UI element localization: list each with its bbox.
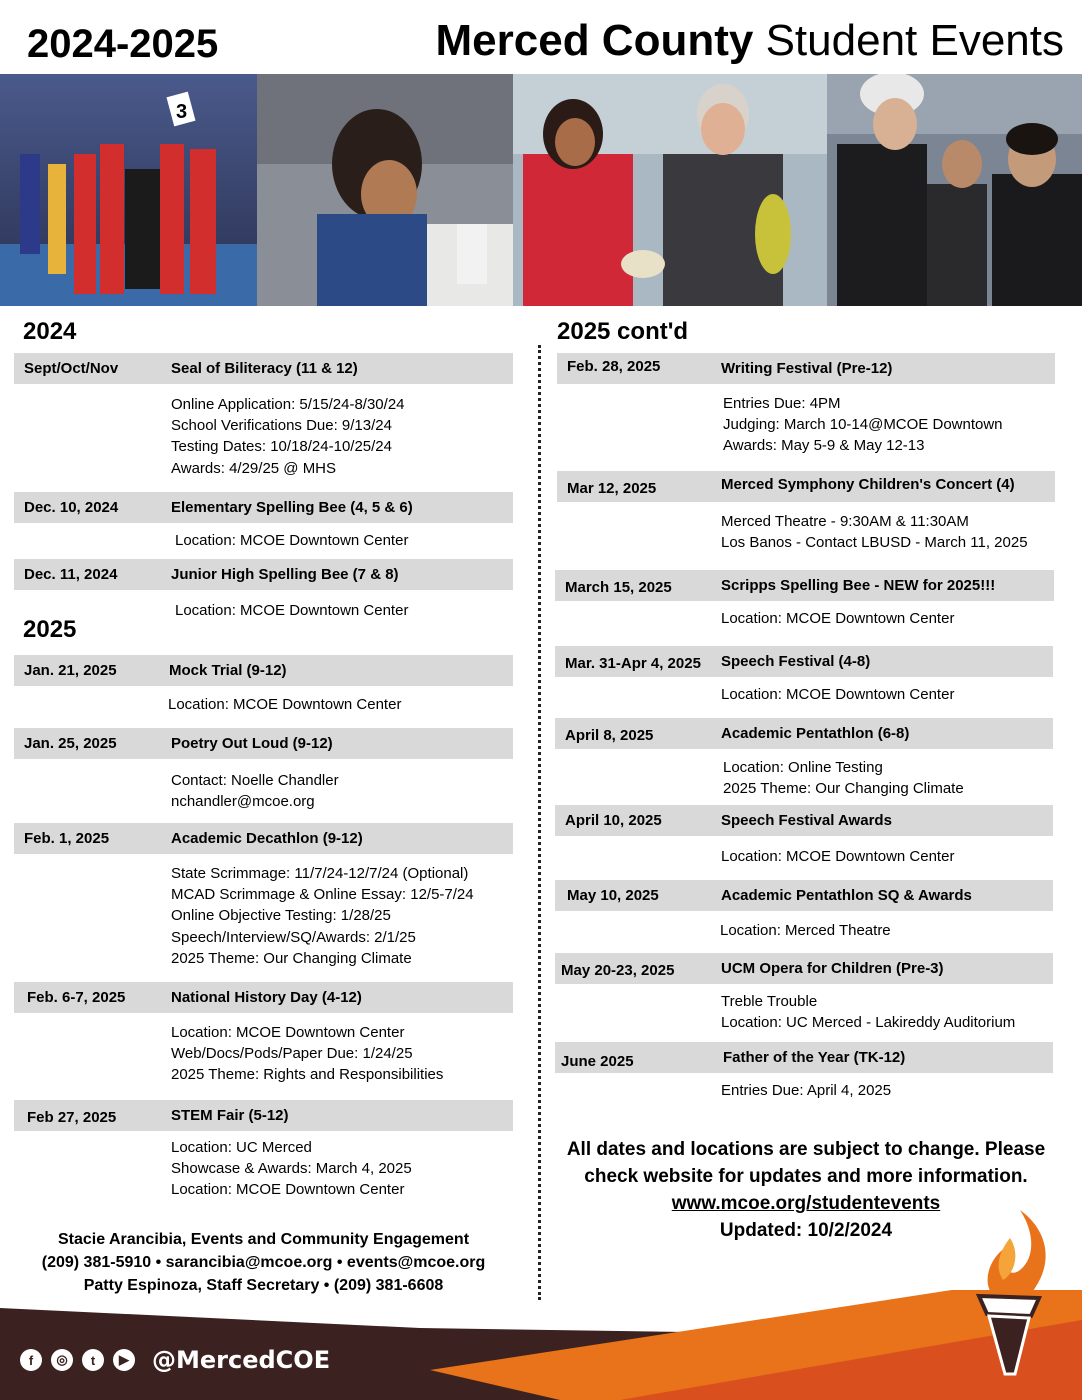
- twitter-icon[interactable]: t: [82, 1349, 104, 1371]
- photo-strip: [0, 74, 1082, 306]
- detail-line: Showcase & Awards: March 4, 2025: [171, 1160, 412, 1178]
- event-date: Feb. 28, 2025: [567, 358, 661, 375]
- detail-line: MCAD Scrimmage & Online Essay: 12/5-7/24: [171, 886, 474, 904]
- event-date: Mar. 31-Apr 4, 2025: [565, 655, 701, 672]
- detail-line: State Scrimmage: 11/7/24-12/7/24 (Optional): [171, 865, 469, 882]
- event-bar: [14, 655, 513, 686]
- heading-2025: 2025: [23, 616, 77, 643]
- event-date: May 10, 2025: [567, 887, 659, 904]
- event-date: Dec. 11, 2024: [24, 566, 118, 583]
- event-details: [721, 684, 954, 705]
- detail-line: 2025 Theme: Our Changing Climate: [171, 949, 412, 967]
- detail-line: 2025 Theme: Our Changing Climate: [723, 780, 964, 798]
- event-bar: [555, 570, 1054, 601]
- event-date: May 20-23, 2025: [561, 962, 675, 979]
- heading-2025-contd: 2025 cont'd: [557, 318, 689, 345]
- youtube-icon[interactable]: ▶: [113, 1349, 135, 1371]
- event-date: Feb. 1, 2025: [24, 830, 110, 847]
- page-title: [436, 16, 1064, 66]
- detail-line: Awards: 4/29/25 @ MHS: [171, 459, 337, 477]
- event-bar: [555, 880, 1053, 911]
- detail-line: Location: MCOE Downtown Center: [721, 848, 955, 865]
- event-details: [723, 393, 1003, 457]
- event-name: Academic Pentathlon (6-8): [721, 725, 910, 742]
- detail-line: Speech/Interview/SQ/Awards: 2/1/25: [171, 928, 416, 946]
- event-name: Junior High Spelling Bee (7 & 8): [171, 566, 399, 583]
- event-name: Seal of Biliteracy (11 & 12): [171, 360, 358, 377]
- event-bar: [557, 353, 1055, 384]
- event-date: March 15, 2025: [565, 579, 672, 596]
- detail-line: School Verifications Due: 9/13/24: [171, 417, 392, 435]
- contact-line: Patty Espinoza, Staff Secretary • (209) 381-6608: [83, 1277, 444, 1294]
- event-details: [721, 991, 1015, 1033]
- detail-line: Location: Merced Theatre: [720, 922, 891, 939]
- detail-line: Testing Dates: 10/18/24-10/25/24: [171, 438, 392, 456]
- detail-line: Awards: May 5-9 & May 12-13: [723, 437, 925, 455]
- science-fair-photo: [513, 74, 827, 306]
- detail-line: Web/Docs/Pods/Paper Due: 1/24/25: [171, 1045, 413, 1063]
- student-writing-photo: [257, 74, 513, 306]
- event-name: Merced Symphony Children's Concert (4): [721, 476, 1015, 493]
- instagram-icon[interactable]: ◎: [51, 1349, 73, 1371]
- detail-line: Entries Due: 4PM: [723, 395, 841, 412]
- event-bar: [14, 353, 513, 384]
- event-date: Mar 12, 2025: [567, 480, 657, 497]
- event-name: Academic Decathlon (9-12): [171, 830, 363, 847]
- detail-line: Online Objective Testing: 1/28/25: [171, 907, 391, 925]
- event-date: April 10, 2025: [565, 812, 662, 829]
- social-handle: @MercedCOE: [152, 1346, 331, 1374]
- event-details: [721, 1080, 891, 1101]
- contact-line: (209) 381-5910 • sarancibia@mcoe.org • events@mcoe.org: [41, 1254, 486, 1271]
- event-details: [721, 846, 954, 867]
- heading-2024: 2024: [23, 318, 77, 345]
- event-name: Writing Festival (Pre-12): [721, 360, 893, 377]
- event-name: STEM Fair (5-12): [171, 1107, 289, 1124]
- detail-line: Location: MCOE Downtown Center: [171, 1181, 405, 1199]
- social-links: [20, 1346, 330, 1374]
- detail-line: Location: Online Testing: [723, 759, 883, 776]
- event-details: [721, 511, 1028, 553]
- notice-line: All dates and locations are subject to change. Please: [566, 1139, 1046, 1160]
- event-bar: [555, 805, 1053, 836]
- detail-line: Online Application: 5/15/24-8/30/24: [171, 396, 405, 413]
- event-date: Jan. 21, 2025: [24, 662, 117, 679]
- detail-line: Entries Due: April 4, 2025: [721, 1082, 892, 1099]
- speech-festival-photo: [827, 74, 1082, 306]
- detail-line: Location: MCOE Downtown Center: [168, 696, 402, 713]
- event-bar: [14, 728, 513, 759]
- event-name: Speech Festival Awards: [721, 812, 892, 829]
- event-details: [171, 1137, 412, 1201]
- detail-line: Merced Theatre - 9:30AM & 11:30AM: [721, 513, 969, 530]
- event-date: Dec. 10, 2024: [24, 499, 119, 516]
- detail-line: Judging: March 10-14@MCOE Downtown: [723, 416, 1003, 434]
- event-details: [171, 1022, 443, 1086]
- detail-line: nchandler@mcoe.org: [171, 793, 315, 811]
- event-bar: [14, 982, 513, 1013]
- svg-text:3: 3: [176, 101, 188, 123]
- event-bar: [14, 492, 513, 523]
- event-date: Sept/Oct/Nov: [24, 360, 119, 377]
- detail-line: Location: MCOE Downtown Center: [721, 686, 955, 703]
- event-bar: [555, 646, 1053, 677]
- event-bar: [555, 1042, 1053, 1073]
- event-name: Elementary Spelling Bee (4, 5 & 6): [171, 499, 413, 516]
- event-name: UCM Opera for Children (Pre-3): [721, 960, 944, 977]
- title-rest: Student Events: [765, 16, 1064, 65]
- spelling-bee-stage-photo: [0, 74, 257, 306]
- event-bar: [557, 471, 1055, 502]
- event-details: [171, 863, 474, 969]
- event-name: Academic Pentathlon SQ & Awards: [721, 887, 972, 904]
- notice-line: check website for updates and more information.: [584, 1166, 1028, 1187]
- updated-date: Updated: 10/2/2024: [719, 1220, 893, 1241]
- event-details: [171, 770, 339, 812]
- event-details: [175, 530, 408, 551]
- detail-line: Treble Trouble: [721, 993, 818, 1010]
- detail-line: Location: MCOE Downtown Center: [175, 532, 409, 549]
- event-date: June 2025: [561, 1053, 634, 1070]
- detail-line: Location: MCOE Downtown Center: [721, 610, 955, 627]
- event-date: Feb. 6-7, 2025: [27, 989, 126, 1006]
- event-date: April 8, 2025: [565, 727, 654, 744]
- event-name: National History Day (4-12): [171, 989, 362, 1006]
- detail-line: Location: UC Merced - Lakireddy Auditorium: [721, 1014, 1016, 1032]
- footer-banner: [0, 1290, 1082, 1400]
- event-bar: [555, 718, 1053, 749]
- event-name: Speech Festival (4-8): [721, 653, 871, 670]
- detail-line: Los Banos - Contact LBUSD - March 11, 2025: [721, 534, 1028, 552]
- detail-line: Location: MCOE Downtown Center: [171, 1024, 405, 1041]
- detail-line: 2025 Theme: Rights and Responsibilities: [171, 1066, 444, 1084]
- event-name: Scripps Spelling Bee - NEW for 2025!!!: [721, 577, 996, 594]
- event-details: [723, 757, 964, 799]
- title-bold: Merced County: [435, 16, 754, 65]
- event-bar: [14, 823, 513, 854]
- event-details: [168, 694, 401, 715]
- contact-line: Stacie Arancibia, Events and Community Engagement: [57, 1231, 470, 1248]
- event-bar: [14, 559, 513, 590]
- detail-line: Contact: Noelle Chandler: [171, 772, 339, 789]
- event-details: [171, 394, 405, 479]
- year-title: 2024-2025: [27, 22, 219, 66]
- event-details: [175, 600, 408, 621]
- event-name: Poetry Out Loud (9-12): [171, 735, 333, 752]
- detail-line: Location: UC Merced: [171, 1139, 312, 1156]
- facebook-icon[interactable]: f: [20, 1349, 42, 1371]
- event-bar: [555, 953, 1053, 984]
- column-divider: [538, 345, 541, 1300]
- event-details: [721, 608, 954, 629]
- detail-line: Location: MCOE Downtown Center: [175, 602, 409, 619]
- event-bar: [14, 1100, 513, 1131]
- event-date: Feb 27, 2025: [27, 1109, 117, 1126]
- event-name: Mock Trial (9-12): [169, 662, 287, 679]
- event-details: [720, 920, 891, 941]
- event-date: Jan. 25, 2025: [24, 735, 117, 752]
- contact-info: [14, 1228, 513, 1297]
- torch-icon: [965, 1208, 1060, 1380]
- event-name: Father of the Year (TK-12): [723, 1049, 906, 1066]
- website-link[interactable]: www.mcoe.org/studentevents: [671, 1193, 941, 1214]
